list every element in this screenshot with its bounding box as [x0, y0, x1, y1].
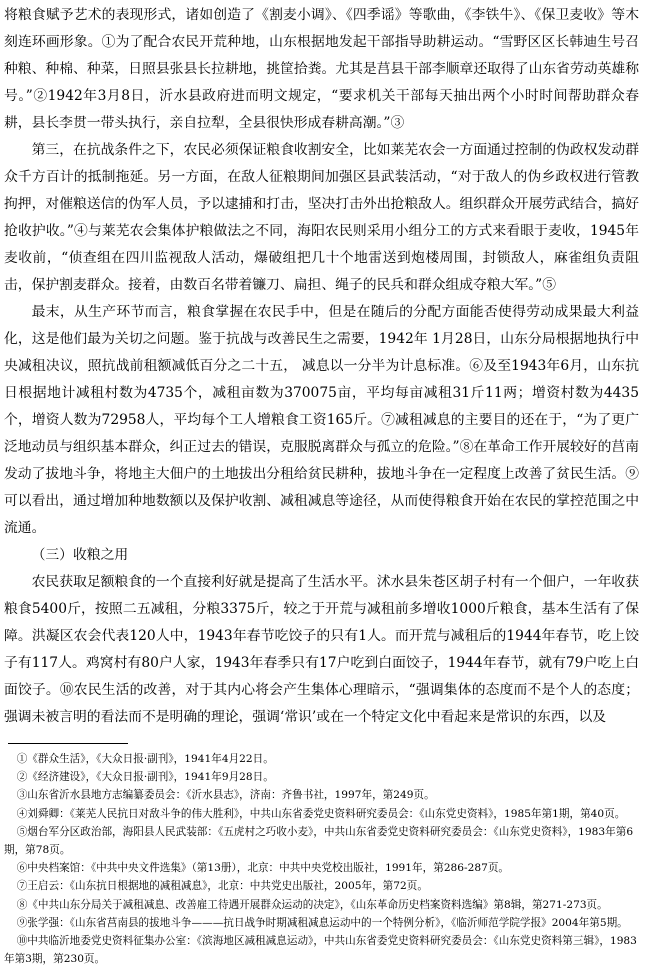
footnote-9: ⑨张学强：《山东省莒南县的拔地斗争———抗日战争时期减租减息运动中的一个特例分析》，《临沂师范学院学报》2004年第5期。 [16, 916, 628, 929]
paragraph-3: 最末，从生产环节而言，粮食掌握在农民手中，但是在随后的分配方面能否使得劳动成果最大利益化，这是他们最为关切之问题。鉴于抗战与改善民生之需要，1942年 1月28日，山东分局根据地执行中央减租决议，照抗战前租额减低百分之二十五， 减息以一分半为计息标准。⑥及至1943年6月，山东抗日根据地计减租村数为4735个，减租亩数为370075亩，平均每亩减租31斤11两；增资村数为4435个，增资人数为72958人，平均每个工人增粮食工资165斤。⑦减租减息的主要目的还在于，“为了更广泛地动员与组织基本群众，纠正过去的错误，克服脱离群众与孤立的危险。”⑧在革命工作开展较好的莒南发动了拔地斗争，将地主大佃户的土地拔出分租给贫民耕种，拔地斗争在一定程度上改善了贫民生活。⑨可以看出，通过增加种地数额以及保护收割、减租减息等途径，从而使得粮食开始在农民的掌控范围之中流通。 [4, 304, 639, 536]
footnote-6: ⑥中央档案馆：《中共中央文件选集》（第13册），北京：中共中央党校出版社，1991年，第286-287页。 [16, 862, 510, 875]
section-heading: （三）收粮之用 [31, 547, 129, 563]
footnote-4: ④刘舜卿：《莱芜人民抗日对敌斗争的伟大胜利》，中共山东省委党史资料研究委员会：《山东党史资料》，1985年第1期，第40页。 [16, 807, 626, 820]
paragraph-1: 将粮食赋予艺术的表现形式，诸如创造了《割麦小调》、《四季谣》等歌曲，《李铁牛》、《保卫麦收》等木刻连环画形象。①为了配合农民开荒种地，山东根据地发起干部指导助耕运动。“雪野区区长韩迪生号召种粮、种棉、种菜，日照县张县长拉耕地，挑筐拾粪。尤其是莒县干部李顺章还取得了山东省劳动英雄称号。”②1942年3月8日，沂水县政府进而明文规定，“要求机关干部每天抽出两个小时时间帮助群众春耕，县长李贯一带头执行，亲自拉犁，全县很快形成春耕高潮。”③ [4, 7, 639, 131]
footnotes [4, 750, 639, 968]
footnote-3: ③山东省沂水县地方志编纂委员会：《沂水县志》，济南：齐鲁书社，1997年，第249页。 [16, 789, 435, 802]
footnote-10: ⑩中共临沂地委党史资料征集办公室：《滨海地区减租减息运动》，中共山东省委党史资料研究委员会：《山东党史资料第三辑》，1983年第3期，第230页。 [4, 935, 637, 966]
footnote-2: ②《经济建设》，《大众日报·副刊》，1941年9月28日。 [16, 771, 274, 784]
footnote-1: ①《群众生活》，《大众日报·副刊》，1941年4月22日。 [16, 753, 274, 765]
footnote-5: ⑤烟台军分区政治部，海阳县人民武装部：《五虎村之巧收小麦》，中共山东省委党史资料研究委员会：《山东党史资料》，1983年第6期，第78页。 [4, 825, 634, 857]
footnote-8: ⑧《中共山东分局关于减租减息、改善雇工待遇开展群众运动的决定》，《山东革命历史档案资料选编》第8辑，第271-273页。 [16, 898, 608, 911]
footnote-divider [8, 743, 128, 744]
paragraph-2: 第三，在抗战条件之下，农民必须保证粮食收割安全，比如莱芜农会一方面通过控制的伪政权发动群众千方百计的抵制拖延。另一方面，在敌人征粮期间加强区县武装活动，“对于敌人的伪乡政权进行管教拘押，对催粮送信的伪军人员，予以逮捕和打击，坚决打击外出抢粮敌人。组织群众开展劳武结合，搞好抢收护收。”④与莱芜农会集体护粮做法之不同，海阳农民则采用小组分工的方式来看眼于麦收，1945年麦收前，“侦查组在四川监视敌人活动，爆破组把几十个地雷送到炮楼周围，封锁敌人，麻雀组负责阻击，保护割麦群众。接着，由数百名带着镰刀、扁担、绳子的民兵和群众组成夺粮大军。”⑤ [4, 142, 639, 293]
footnote-7: ⑦王启云：《山东抗日根据地的减租减息》，北京：中共党史出版社，2005年，第72页。 [16, 880, 428, 893]
main-body [4, 2, 639, 731]
paragraph-4: 农民获取足额粮食的一个直接利好就是提高了生活水平。沭水县朱苍区胡子村有一个佃户，一年收获粮食5400斤，按照二五减租，分粮3375斤，较之于开荒与减租前多增收1000斤粮食，基本生活有了保障。洪凝区农会代表120人中，1943年春节吃饺子的只有1人。而开荒与减租后的1944年春节，吃上饺子有117人。鸡窝村有80户人家，1943年春季只有17户吃到白面饺子，1944年春节，就有79户吃上白面饺子。⑩农民生活的改善，对于其内心将会产生集体心理暗示，“强调集体的态度而不是个人的态度；强调未被言明的看法而不是明确的理论，强调‘常识’或在一个特定文化中看起来是常识的东西，以及 [4, 574, 639, 725]
